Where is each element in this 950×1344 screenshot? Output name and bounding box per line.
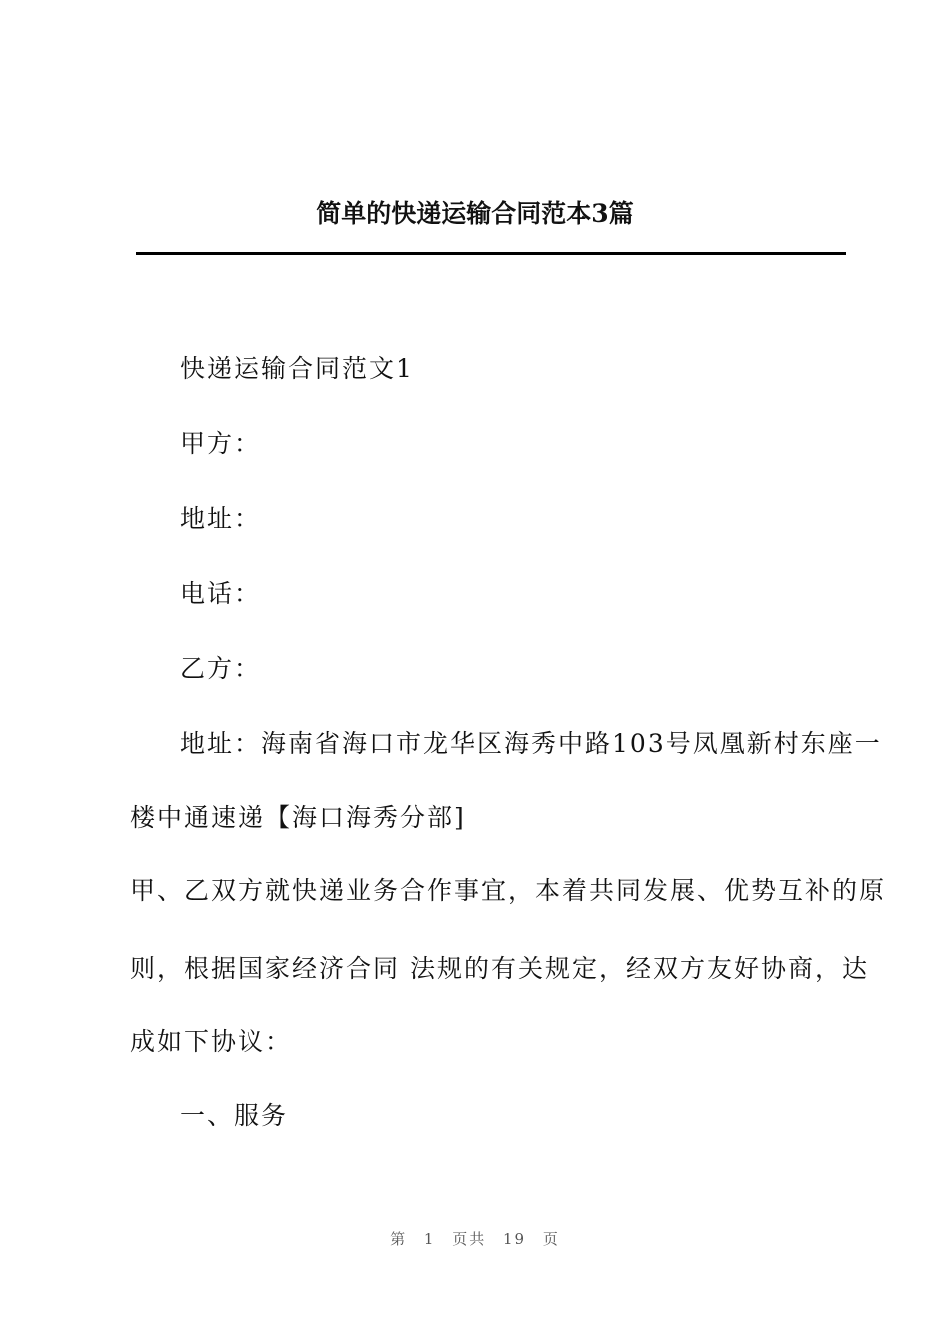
paragraph-line-2: 则，根据国家经济合同 法规的有关规定，经双方友好协商，达 bbox=[130, 954, 869, 983]
paragraph-line-1: 甲、乙双方就快递业务合作事宜，本着共同发展、优势互补的原 bbox=[130, 876, 887, 905]
title-divider bbox=[136, 252, 846, 255]
party-a-label: 甲方： bbox=[180, 429, 262, 458]
phone-label: 电话： bbox=[180, 579, 262, 608]
footer-label-page: 第 bbox=[390, 1230, 408, 1248]
section-heading: 快递运输合同范文1 bbox=[180, 354, 414, 383]
paragraph-line-3: 成如下协议： bbox=[130, 1027, 293, 1056]
address-label: 地址： bbox=[180, 504, 262, 533]
footer-current-page: 1 bbox=[423, 1230, 436, 1248]
footer-label-end: 页 bbox=[542, 1230, 560, 1248]
footer-label-of: 页共 bbox=[452, 1230, 487, 1248]
clause-heading: 一、服务 bbox=[180, 1101, 289, 1130]
footer-total-pages: 19 bbox=[503, 1230, 527, 1248]
party-b-address-line-2: 楼中通速递【海口海秀分部] bbox=[130, 803, 466, 832]
party-b-label: 乙方： bbox=[180, 654, 262, 683]
page-footer bbox=[0, 1228, 950, 1250]
document-title: 简单的快递运输合同范本3篇 bbox=[316, 199, 634, 228]
party-b-address-line-1: 地址：海南省海口市龙华区海秀中路103号凤凰新村东座一 bbox=[180, 729, 882, 758]
